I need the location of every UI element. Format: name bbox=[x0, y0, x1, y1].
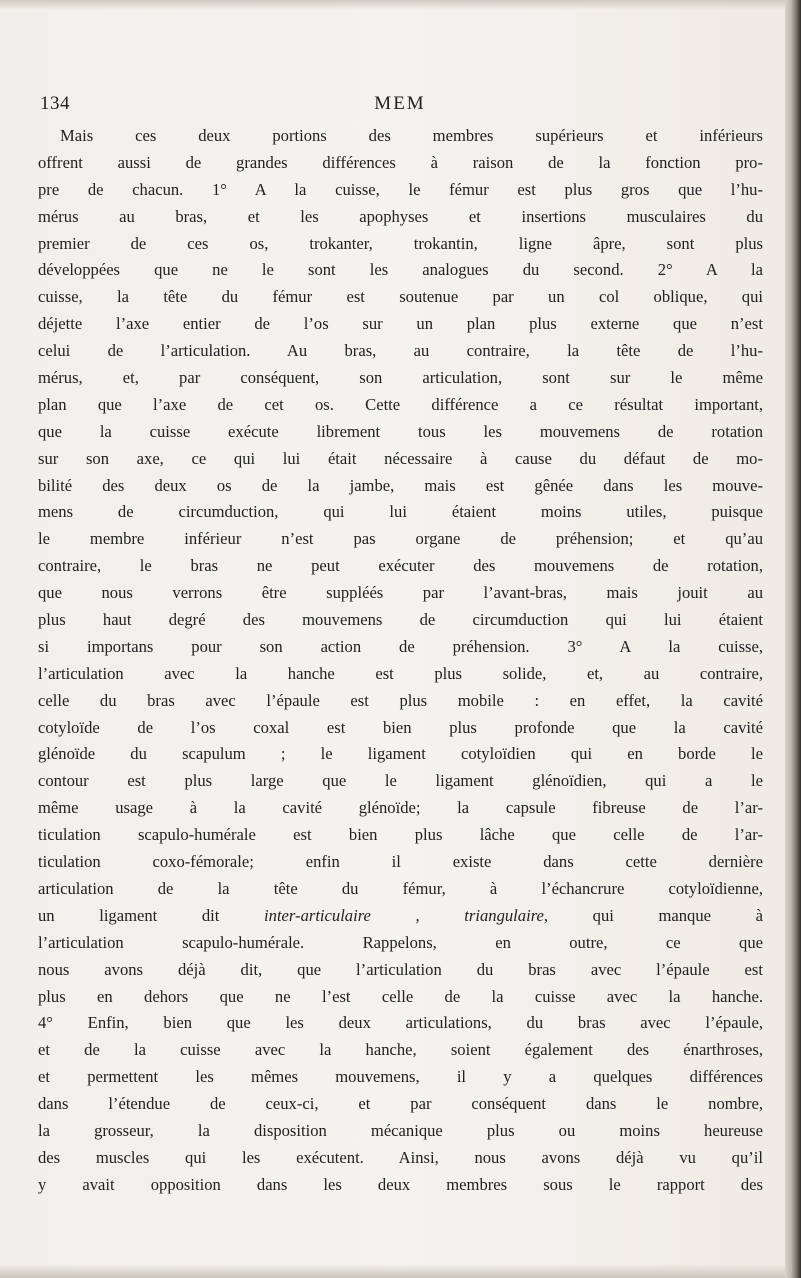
text-line: plan que l’axe de cet os. Cette différence a ce résultat important, bbox=[38, 394, 763, 414]
text-line: déjette l’axe entier de l’os sur un plan plus externe que n’est bbox=[38, 314, 763, 334]
text-line: un ligament dit inter-articulaire , triangulaire, qui manque à bbox=[38, 905, 763, 925]
page-number: 134 bbox=[40, 93, 70, 114]
text-line: des muscles qui les exécutent. Ainsi, nous avons déjà vu qu’il bbox=[38, 1147, 763, 1167]
text-line: ticulation scapulo-humérale est bien plus lâche que celle de l’ar- bbox=[38, 825, 763, 845]
page-binding-edge bbox=[785, 0, 801, 1278]
running-head: MEM bbox=[374, 93, 426, 114]
text-line: sur son axe, ce qui lui était nécessaire à cause du défaut de mo- bbox=[38, 448, 763, 468]
text-line: premier de ces os, trokanter, trokantin, ligne âpre, sont plus bbox=[38, 233, 763, 253]
text-line: ticulation coxo-fémorale; enfin il existe dans cette dernière bbox=[38, 852, 763, 872]
text-line: offrent aussi de grandes différences à raison de la fonction pro- bbox=[38, 152, 763, 172]
text-line: plus en dehors que ne l’est celle de la cuisse avec la hanche. bbox=[38, 986, 763, 1006]
text-line: contraire, le bras ne peut exécuter des mouvemens de rotation, bbox=[38, 556, 763, 576]
text-line: plus haut degré des mouvemens de circumduction qui lui étaient bbox=[38, 610, 763, 630]
page-header bbox=[40, 93, 760, 119]
text-line: 4° Enfin, bien que les deux articulations, du bras avec l’épaule, bbox=[38, 1013, 763, 1033]
text-line: la grosseur, la disposition mécanique plus ou moins heureuse bbox=[38, 1120, 763, 1140]
text-line: contour est plus large que le ligament glénoïdien, qui a le bbox=[38, 771, 763, 791]
text-line: mens de circumduction, qui lui étaient moins utiles, puisque bbox=[38, 502, 763, 522]
text-line: nous avons déjà dit, que l’articulation du bras avec l’épaule est bbox=[38, 959, 763, 979]
text-line: pre de chacun. 1° A la cuisse, le fémur est plus gros que l’hu- bbox=[38, 179, 763, 199]
text-line: cuisse, la tête du fémur est soutenue par un col oblique, qui bbox=[38, 287, 763, 307]
text-line: si importans pour son action de préhension. 3° A la cuisse, bbox=[38, 636, 763, 656]
text-line: l’articulation scapulo-humérale. Rappelons, en outre, ce que bbox=[38, 932, 763, 952]
text-line: mérus au bras, et les apophyses et insertions musculaires du bbox=[38, 206, 763, 226]
text-line: que nous verrons être suppléés par l’avant-bras, mais jouit au bbox=[38, 583, 763, 603]
text-line: et permettent les mêmes mouvemens, il y a quelques différences bbox=[38, 1067, 763, 1087]
text-line: glénoïde du scapulum ; le ligament cotyloïdien qui en borde le bbox=[38, 744, 763, 764]
text-line: même usage à la cavité glénoïde; la capsule fibreuse de l’ar- bbox=[38, 798, 763, 818]
text-line: bilité des deux os de la jambe, mais est gênée dans les mouve- bbox=[38, 475, 763, 495]
text-line: articulation de la tête du fémur, à l’échancrure cotyloïdienne, bbox=[38, 878, 763, 898]
text-line: l’articulation avec la hanche est plus solide, et, au contraire, bbox=[38, 663, 763, 683]
text-line: celui de l’articulation. Au bras, au contraire, la tête de l’hu- bbox=[38, 341, 763, 361]
bottom-edge-shadow bbox=[0, 1264, 801, 1278]
text-line: Mais ces deux portions des membres supérieurs et inférieurs bbox=[60, 126, 763, 145]
text-line: celle du bras avec l’épaule est plus mobile : en effet, la cavité bbox=[38, 690, 763, 710]
text-line: y avait opposition dans les deux membres sous le rapport des bbox=[38, 1174, 763, 1194]
text-line: développées que ne le sont les analogues du second. 2° A la bbox=[38, 260, 763, 280]
body-text bbox=[38, 123, 763, 1199]
text-line: et de la cuisse avec la hanche, soient également des énarthroses, bbox=[38, 1040, 763, 1060]
text-line: dans l’étendue de ceux-ci, et par conséquent dans le nombre, bbox=[38, 1094, 763, 1114]
text-line: le membre inférieur n’est pas organe de préhension; et qu’au bbox=[38, 529, 763, 549]
top-edge-shadow bbox=[0, 0, 801, 10]
text-line: cotyloïde de l’os coxal est bien plus profonde que la cavité bbox=[38, 717, 763, 737]
text-line: que la cuisse exécute librement tous les mouvemens de rotation bbox=[38, 421, 763, 441]
text-line: mérus, et, par conséquent, son articulation, sont sur le même bbox=[38, 368, 763, 388]
italic-term: inter-articulaire , triangulaire bbox=[264, 905, 544, 925]
